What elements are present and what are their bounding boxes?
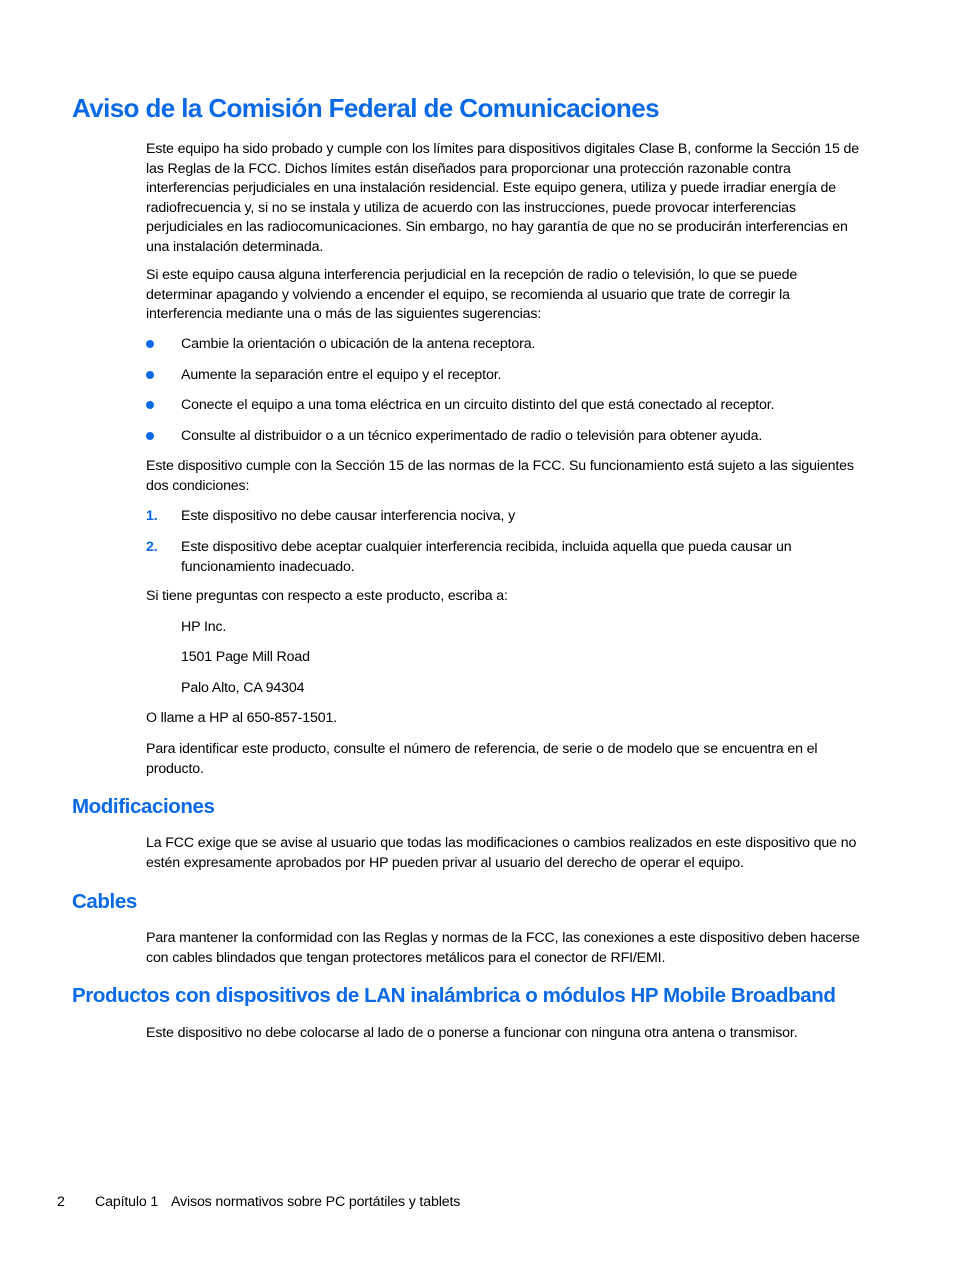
bullet-icon	[146, 432, 154, 440]
paragraph-text: O llame a HP al 650-857-1501.	[146, 710, 337, 726]
page-title: Aviso de la Comisión Federal de Comunicaciones	[72, 93, 659, 123]
paragraph-text: Si tiene preguntas con respecto a este producto, escriba a:	[146, 588, 508, 604]
paragraph-text: Para mantener la conformidad con las Reglas y normas de la FCC, las conexiones a este dispositivo deben hacerse con cables blindados que tengan protectores metálicos para el conector de RFI/EMI.	[146, 930, 860, 966]
section-heading-modificaciones: Modificaciones	[72, 795, 215, 818]
cables-paragraph	[146, 929, 866, 968]
footer-chapter: Capítulo 1	[95, 1194, 159, 1210]
item-text: Este dispositivo no debe causar interferencia nociva, y	[181, 508, 516, 524]
intro-paragraph-1	[146, 140, 866, 258]
bullet-icon	[146, 371, 154, 379]
wlan-paragraph	[146, 1024, 866, 1044]
phone-line	[146, 709, 866, 729]
conditions-intro	[146, 457, 866, 496]
bullet-text: Conecte el equipo a una toma eléctrica en un circuito distinto del que está conectado al receptor.	[181, 397, 775, 413]
bullet-text: Cambie la orientación o ubicación de la antena receptora.	[181, 336, 536, 352]
intro-paragraph-2	[146, 266, 866, 325]
modifications-paragraph	[146, 834, 866, 873]
section-heading-wlan: Productos con dispositivos de LAN inalámbrica o módulos HP Mobile Broadband	[72, 984, 836, 1007]
bullet-icon	[146, 401, 154, 409]
item-number: 1.	[146, 508, 158, 524]
section-heading-cables: Cables	[72, 890, 137, 913]
paragraph-text: La FCC exige que se avise al usuario que todas las modificaciones o cambios realizados en este dispositivo que no estén expresamente aprobados por HP pueden privar al usuario del derecho de operar el equipo.	[146, 835, 857, 871]
questions-intro	[146, 587, 866, 607]
address-line: HP Inc.	[181, 619, 227, 635]
address-line: 1501 Page Mill Road	[181, 649, 310, 665]
identify-paragraph	[146, 740, 866, 779]
bullet-icon	[146, 340, 154, 348]
address-line: Palo Alto, CA 94304	[181, 680, 305, 696]
paragraph-text: Este dispositivo no debe colocarse al lado de o ponerse a funcionar con ninguna otra antena o transmisor.	[146, 1025, 798, 1041]
paragraph-text: Para identificar este producto, consulte el número de referencia, de serie o de modelo que se encuentra en el producto.	[146, 741, 818, 777]
page-number: 2	[57, 1194, 65, 1210]
footer-chapter-title: Avisos normativos sobre PC portátiles y tablets	[171, 1194, 461, 1210]
item-text: Este dispositivo debe aceptar cualquier interferencia recibida, incluida aquella que pueda causar un funcionamiento inadecuado.	[181, 539, 792, 575]
paragraph-text: Si este equipo causa alguna interferencia perjudicial en la recepción de radio o televisión, lo que se puede determinar apagando y volviendo a encender el equipo, se recomienda al usuario que trate de corregir la interferencia mediante una o más de las siguientes sugerencias:	[146, 267, 798, 323]
paragraph-text: Este equipo ha sido probado y cumple con los límites para dispositivos digitales Clase B, conforme la Sección 15 de las Reglas de la FCC. Dichos límites están diseñados para proporcionar una protección razonable contra interferencias perjudiciales en una instalación residencial. Este equipo genera, utiliza y puede irradiar energía de radiofrecuencia y, si no se instala y utiliza de acuerdo con las instrucciones, puede provocar interferencias perjudiciales en las radiocomunicaciones. Sin embargo, no hay garantía de que no se producirán interferencias en una instalación determinada.	[146, 141, 860, 255]
bullet-text: Aumente la separación entre el equipo y el receptor.	[181, 367, 502, 383]
item-number: 2.	[146, 539, 158, 555]
paragraph-text: Este dispositivo cumple con la Sección 15 de las normas de la FCC. Su funcionamiento está sujeto a las siguientes dos condiciones:	[146, 458, 854, 494]
bullet-text: Consulte al distribuidor o a un técnico experimentado de radio o televisión para obtener ayuda.	[181, 428, 763, 444]
